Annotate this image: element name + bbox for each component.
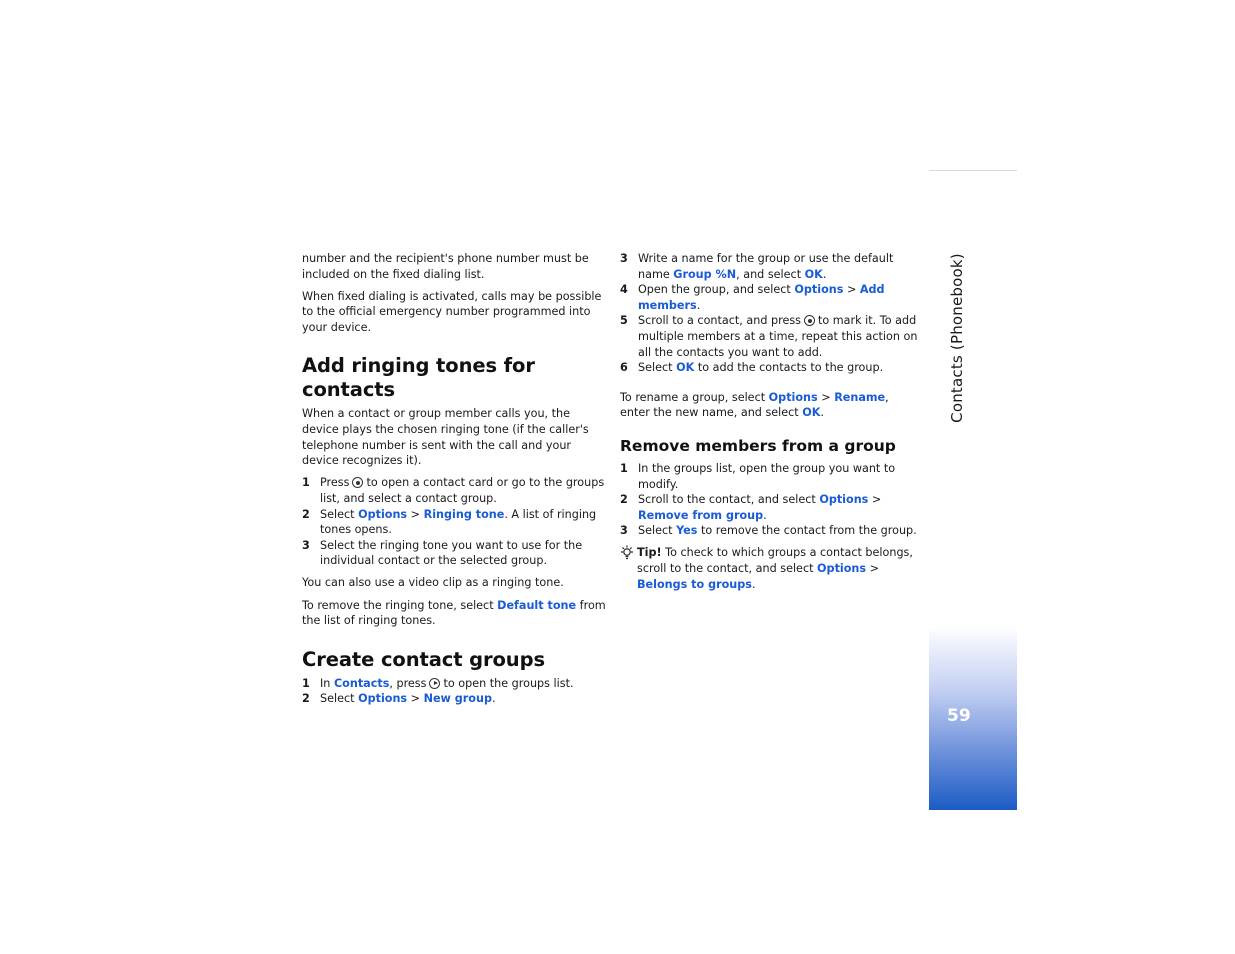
ringing-steps [302,475,606,569]
list-item: 5 Scroll to a contact, and press to mark it. To add multiple members at a time, repeat this action on all the contacts you want to add. [620,314,918,359]
menu-command: Options [358,507,408,521]
remove-steps [620,461,920,539]
scroll-key-icon [352,477,363,488]
list-item: 2 Select Options > Ringing tone. A list of ringing tones opens. [302,507,597,537]
menu-command: Options [358,692,408,706]
step-number: 2 [302,507,310,521]
menu-command: OK [676,361,695,375]
tip-label: Tip! [637,546,662,560]
menu-command: Yes [676,524,698,538]
step-number: 2 [302,692,310,706]
list-item: 1 In the groups list, open the group you want to modify. [620,461,896,491]
menu-command: Contacts [333,676,390,690]
menu-command: Remove from group [638,508,764,522]
scroll-right-key-icon [429,678,440,689]
rename-paragraph: To rename a group, select Options > Rename, enter the new name, and select OK. [620,390,889,420]
left-column [302,251,606,713]
menu-command: Rename [834,390,886,404]
menu-command: Options [817,562,867,575]
ringing-intro: When a contact or group member calls you, the device plays the chosen ringing tone (if the caller's telephone number is sent with the call and your device recognizes it). [302,407,589,468]
menu-command: Options [768,390,818,404]
menu-command: OK [804,267,823,281]
list-item: 1 Press to open a contact card or go to the groups list, and select a contact group. [302,476,605,505]
section-heading-ringing-tones: Add ringing tones for contacts [302,354,535,402]
scroll-key-icon [804,315,815,326]
list-item: 3 Write a name for the group or use the default name Group %N, and select OK. [620,252,894,281]
step-number: 2 [620,493,628,507]
section-heading-contact-groups: Create contact groups [302,647,545,671]
lightbulb-icon [620,545,634,565]
list-item: 1 In Contacts, press to open the groups list. [302,676,574,690]
intro-paragraph: number and the recipient's phone number must be included on the fixed dialing list. [302,252,589,281]
list-item: 3 Select the ringing tone you want to use for the individual contact or the selected group. [302,538,583,568]
group-steps-continued [620,251,920,376]
step-number: 6 [620,361,628,375]
menu-command: Group %N [673,267,737,281]
menu-command: OK [802,406,821,420]
section-title: Contacts (Phonebook) [948,253,966,423]
remove-tone-paragraph: To remove the ringing tone, select Default tone from the list of ringing tones. [302,598,606,628]
step-number: 1 [302,476,310,490]
section-tab [929,170,1017,810]
section-heading-remove-members: Remove members from a group [620,436,896,455]
step-number: 1 [302,676,310,690]
menu-command: New group [423,692,492,706]
list-item: 6 Select OK to add the contacts to the group. [620,361,884,375]
list-item: 2 Scroll to the contact, and select Options > Remove from group. [620,493,882,522]
page-number: 59 [947,706,971,726]
right-column [620,251,920,599]
menu-command: Belongs to groups [637,577,752,591]
menu-command: Ringing tone [423,507,505,521]
menu-command: Options [794,283,844,297]
step-number: 3 [302,538,310,552]
group-steps [302,676,606,707]
list-item: 4 Open the group, and select Options > Add members. [620,283,885,312]
tip-paragraph: Tip! To check to which groups a contact belongs, scroll to the contact, and select Options > Belongs to groups. [620,545,920,592]
menu-command: Default tone [497,598,577,612]
step-number: 4 [620,283,628,297]
menu-command: Add members [638,283,885,312]
list-item: 2 Select Options > New group. [302,692,496,706]
fixed-dialing-paragraph: When fixed dialing is activated, calls may be possible to the official emergency number programmed into your device. [302,289,602,334]
video-note: You can also use a video clip as a ringing tone. [302,576,564,590]
step-number: 1 [620,461,628,475]
menu-command: Options [819,493,869,507]
step-number: 3 [620,524,628,538]
step-number: 3 [620,252,628,265]
list-item: 3 Select Yes to remove the contact from the group. [620,524,917,538]
step-number: 5 [620,314,628,328]
